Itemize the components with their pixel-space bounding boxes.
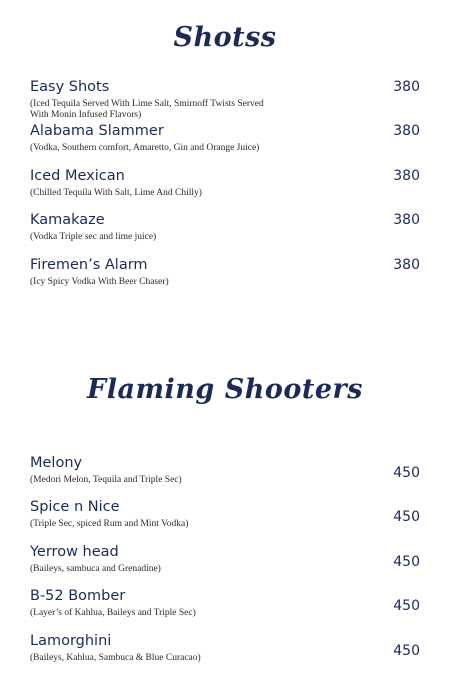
item-description: (Medori Melon, Tequila and Triple Sec) <box>30 475 182 485</box>
menu-item-b52-bomber <box>30 588 420 619</box>
menu-item-lamorghini <box>30 633 420 664</box>
menu-item-kamakaze <box>30 212 420 243</box>
item-name: Kamakaze <box>30 212 105 228</box>
item-name: Iced Mexican <box>30 168 125 184</box>
item-price: 450 <box>393 509 420 525</box>
menu-item-iced-mexican <box>30 168 420 199</box>
item-price: 380 <box>393 79 420 95</box>
item-price: 450 <box>393 598 420 614</box>
item-price: 380 <box>393 168 420 184</box>
menu-item-easy-shots <box>30 79 420 120</box>
item-description: (Baileys, sambuca and Grenadine) <box>30 564 161 574</box>
item-price: 450 <box>393 643 420 659</box>
menu-item-alabama-slammer <box>30 123 420 154</box>
menu-item-spice-n-nice <box>30 499 420 530</box>
menu-item-firemens-alarm <box>30 257 420 288</box>
item-name: Firemen’s Alarm <box>30 257 148 273</box>
section-title-shots: Shotss <box>173 22 277 53</box>
item-description: (Layer’s of Kahlua, Baileys and Triple Sec) <box>30 608 196 618</box>
item-name: Alabama Slammer <box>30 123 164 139</box>
item-description: (Vodka, Southern comfort, Amaretto, Gin and Orange Juice) <box>30 143 260 153</box>
item-description: (Chilled Tequila With Salt, Lime And Chilly) <box>30 188 202 198</box>
item-description: (Icy Spicy Vodka With Beer Chaser) <box>30 277 169 287</box>
menu-item-yerrow-head <box>30 544 420 575</box>
item-name: B-52 Bomber <box>30 588 126 604</box>
item-description: (Triple Sec, spiced Rum and Mint Vodka) <box>30 519 189 529</box>
section-title-flaming-shooters: Flaming Shooters <box>87 374 363 405</box>
item-description: (Baileys, Kahlua, Sambuca & Blue Curacao) <box>30 653 201 663</box>
item-description: (Vodka Triple sec and lime juice) <box>30 232 157 242</box>
item-description: (Iced Tequila Served With Lime Salt, Smirnoff Twists Served With Monin Infused Flavors) <box>30 99 264 120</box>
item-price: 380 <box>393 257 420 273</box>
menu-item-melony <box>30 455 420 486</box>
item-name: Yerrow head <box>30 544 119 560</box>
item-name: Melony <box>30 455 83 471</box>
item-name: Easy Shots <box>30 79 110 95</box>
item-price: 380 <box>393 123 420 139</box>
item-name: Lamorghini <box>30 633 112 649</box>
item-name: Spice n Nice <box>30 499 120 515</box>
item-price: 450 <box>393 465 420 481</box>
item-price: 450 <box>393 554 420 570</box>
item-price: 380 <box>393 212 420 228</box>
